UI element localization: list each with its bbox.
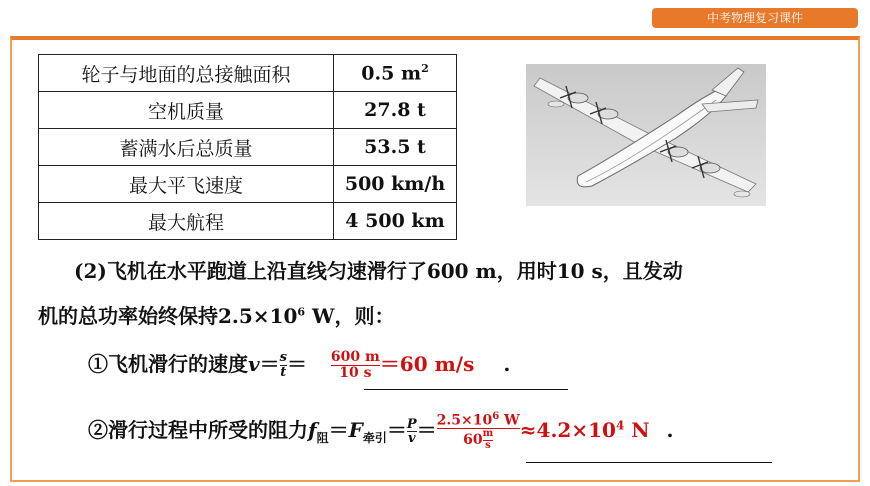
table-cell-value: 0.5 $m^2$ <box>334 55 457 92</box>
table-cell-value: 500 km/h <box>334 166 457 203</box>
answer-result: $\approx 4.2\times 10^4$ N <box>519 418 650 443</box>
header-bar <box>0 0 870 34</box>
answer-part-2: ②滑行过程中所受的阻力$f_阻=F_{牵引}=$ $\frac{P}{v}$ ＝ $2.5\times 10^6$ W 60 $\frac{m}{s}$ $\approx 4.2\times 10^4$ N . <box>88 411 674 451</box>
course-label: 中考物理复习课件 <box>652 8 858 28</box>
table-cell-value: 53.5 t <box>334 129 457 166</box>
table-cell-label: 最大平飞速度 <box>39 166 334 203</box>
amphibious-aircraft-photo <box>526 64 766 206</box>
table-row <box>39 92 457 129</box>
answer-blank-1 <box>364 389 568 390</box>
table-cell-value: 4 500 km <box>334 203 457 240</box>
table-row <box>39 166 457 203</box>
answer-part-1: ①飞机滑行的速度v＝ $\frac{s}{t}$ ＝ $\frac{600 m}{10 s}$ ＝60 m/s . <box>88 349 511 381</box>
table-cell-label: 最大航程 <box>39 203 334 240</box>
formula-fraction: $\frac{s}{t}$ <box>279 350 287 380</box>
table-row <box>39 55 457 92</box>
table-cell-label: 轮子与地面的总接触面积 <box>39 55 334 92</box>
answer-blank-2 <box>526 462 772 463</box>
table-cell-label: 空机质量 <box>39 92 334 129</box>
question-line-1: (2)飞机在水平跑道上沿直线匀速滑行了600 m，用时10 s，且发动 <box>74 259 683 283</box>
table-cell-value: 27.8 t <box>334 92 457 129</box>
table-row <box>39 203 457 240</box>
table-cell-label: 蓄满水后总质量 <box>39 129 334 166</box>
answer-result: ＝60 m/s <box>379 352 475 376</box>
formula-fraction: $\frac{P}{v}$ <box>406 416 417 447</box>
table-row <box>39 129 457 166</box>
question-line-2: 机的总功率始终保持$2.5\times 10^6$ W，则： <box>38 304 395 328</box>
parameter-table <box>38 54 457 240</box>
answer-fraction: $2.5\times 10^6$ W 60 $\frac{m}{s}$ <box>436 411 520 451</box>
answer-fraction: $\frac{600 m}{10 s}$ <box>330 349 380 381</box>
